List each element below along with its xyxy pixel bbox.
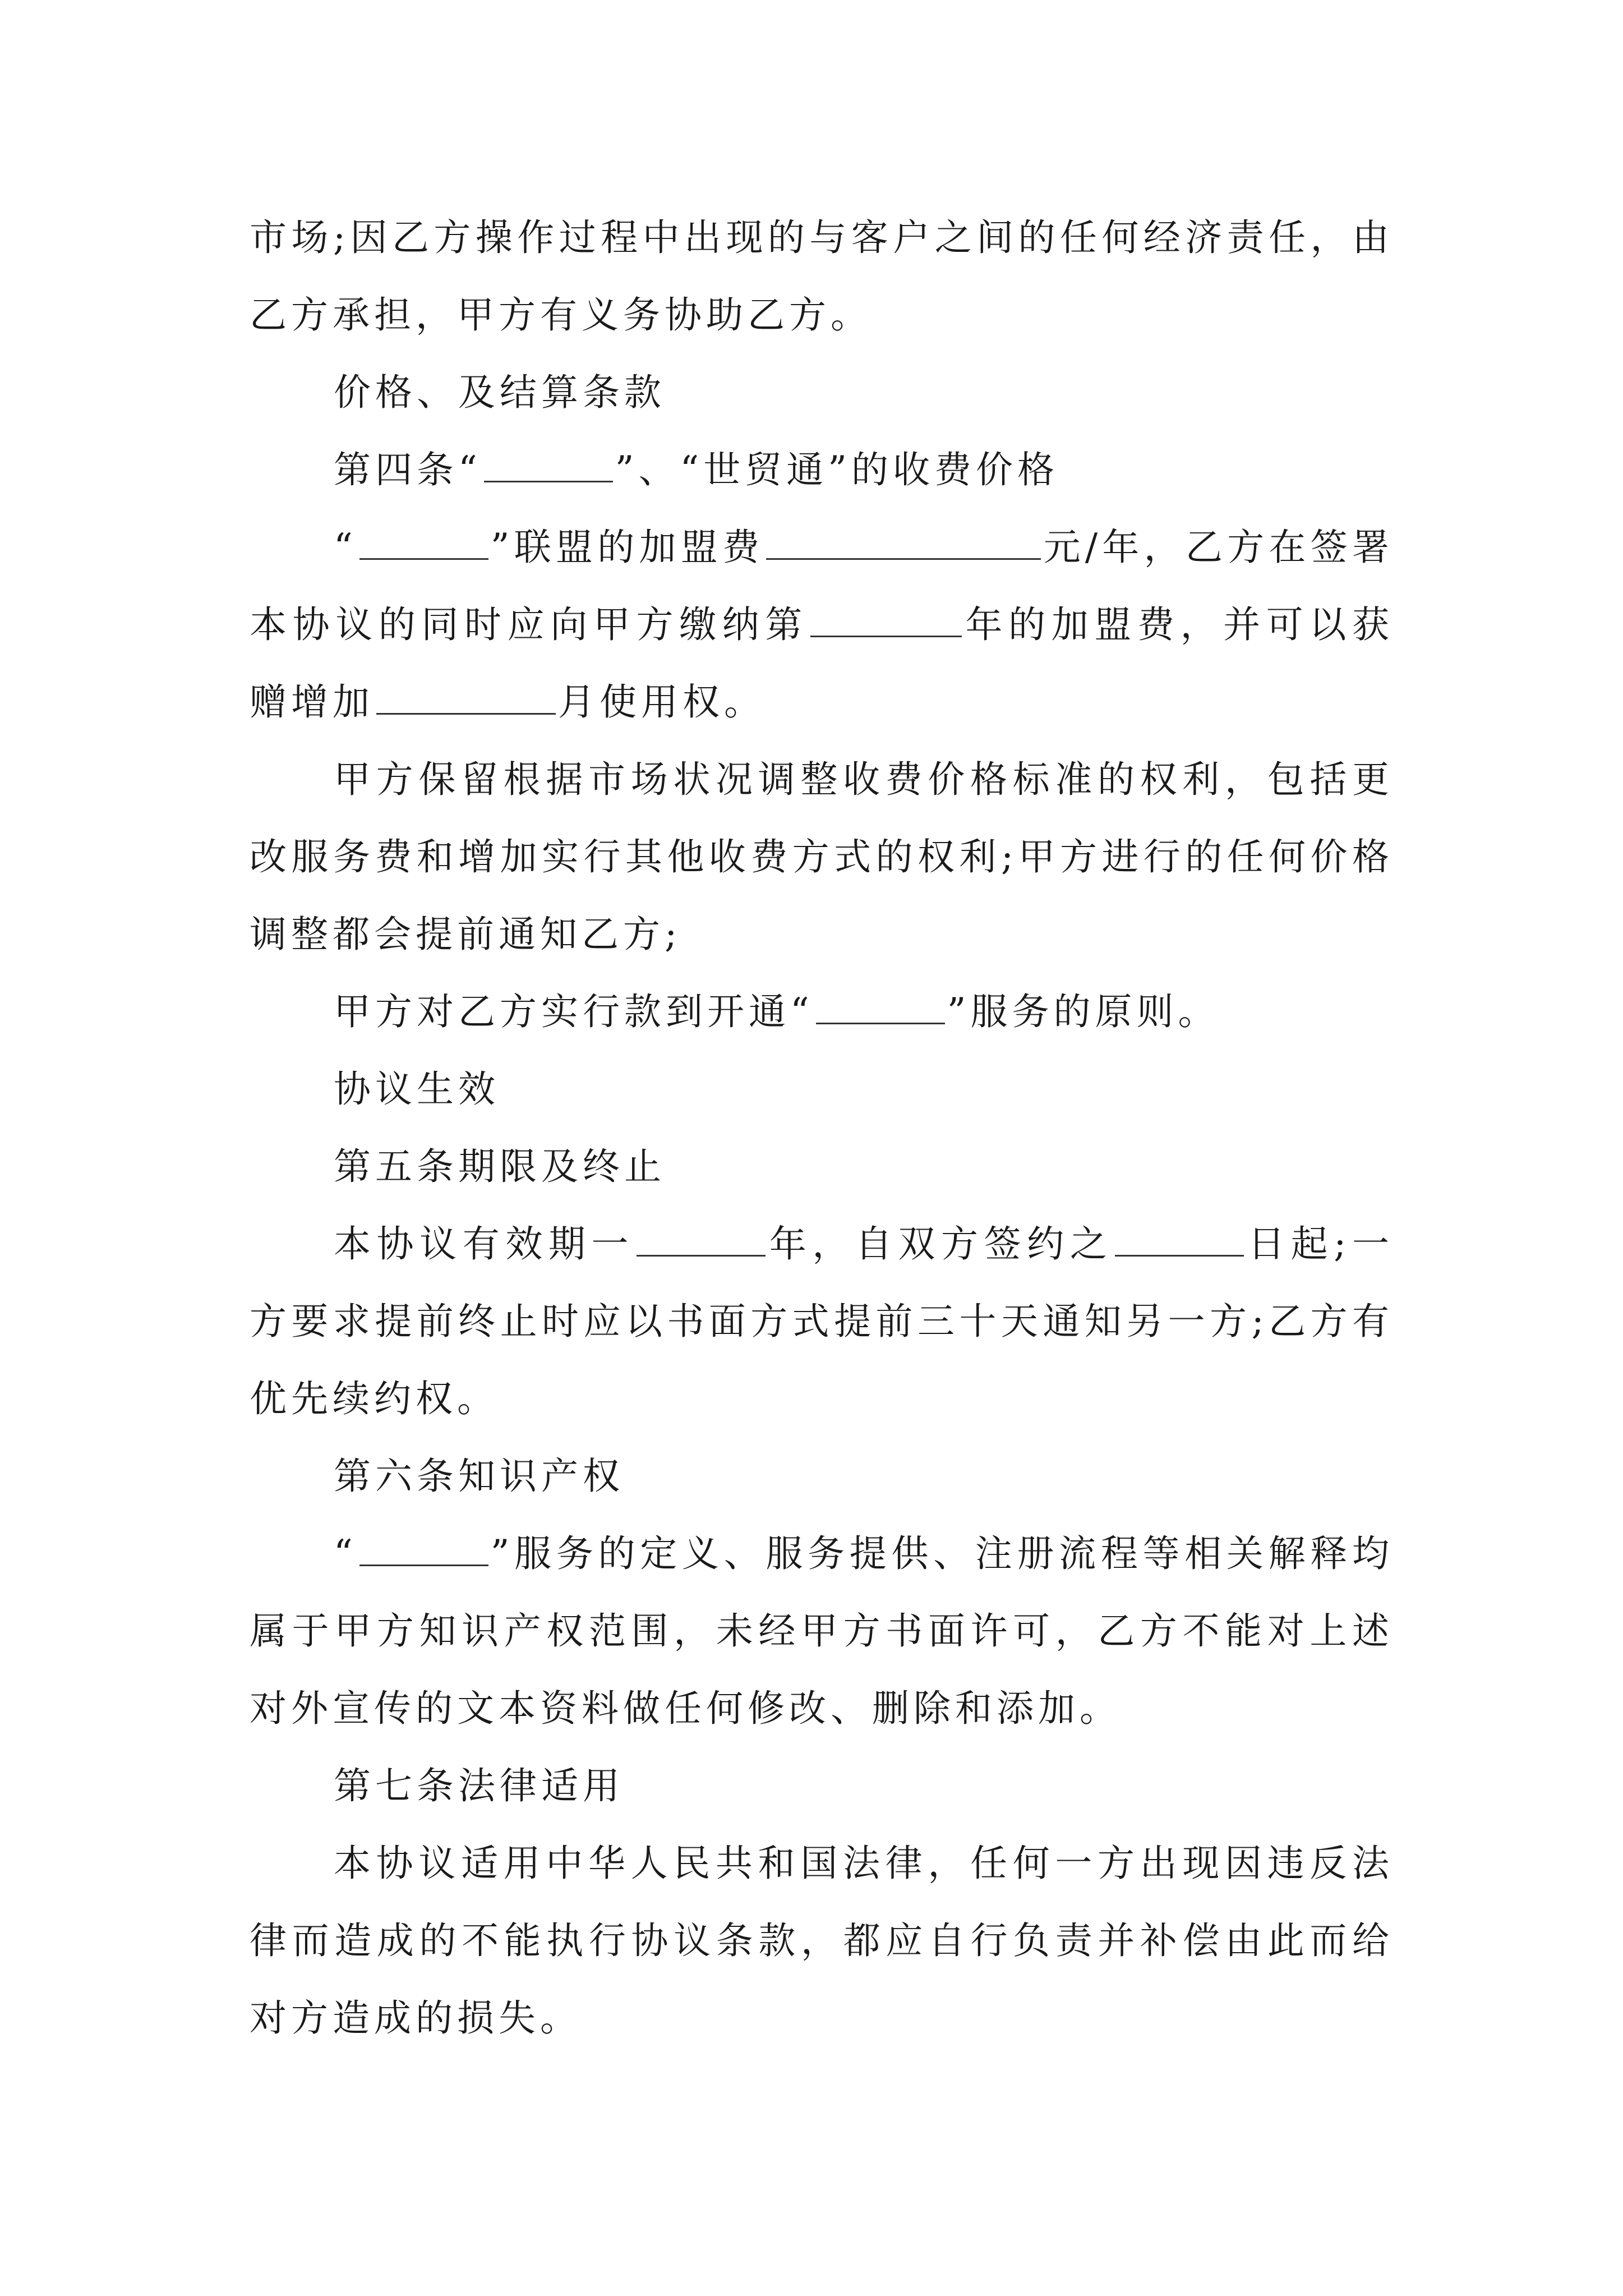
text-segment: “ [334, 526, 357, 569]
text-segment: “ [334, 1532, 357, 1575]
blank-line [810, 602, 962, 637]
document-body [250, 199, 1394, 2057]
text-segment: ”服务的定义、服务提供、注册流程等相关解释均属于甲方知识产权范围，未经甲方书面许可，乙方不能对上述对外宣传的文本资料做任何修改、删除和添加。 [250, 1532, 1394, 1730]
blank-line [359, 525, 488, 560]
text-segment: 元/年，乙方在签署本协议的同时应向甲方缴纳第 [250, 526, 1394, 646]
paragraph-membership-fee [250, 509, 1394, 741]
blank-line [816, 990, 945, 1024]
text-segment: 月使用权。 [558, 680, 766, 724]
article-6-heading: 第六条知识产权 [334, 1455, 624, 1498]
blank-line [484, 448, 613, 482]
blank-line [376, 680, 556, 715]
article-4-heading [250, 431, 1394, 509]
blank-line [359, 1531, 488, 1566]
blank-line [766, 525, 1041, 560]
paragraph-law: 本协议适用中华人民共和国法律，任何一方出现因违反法律而造成的不能执行协议条款，都应自行负责并补偿由此而给对方造成的损失。 [250, 1842, 1394, 2040]
section-heading-pricing: 价格、及结算条款 [334, 371, 666, 414]
paragraph-ip [250, 1515, 1394, 1747]
text-segment: 本协议有效期一 [334, 1222, 635, 1266]
text-segment: 日起;一方要求提前终止时应以书面方式提前三十天通知另一方;乙方有优先续约权。 [250, 1222, 1394, 1420]
text-segment: ”服务的原则。 [947, 990, 1220, 1033]
text-segment: ”联盟的加盟费 [490, 526, 764, 569]
section-heading-effect: 协议生效 [334, 1068, 500, 1111]
text-segment: 甲方对乙方实行款到开通“ [334, 990, 814, 1033]
paragraph-payment-principle [250, 973, 1394, 1051]
text-segment: 第四条“ [334, 448, 482, 491]
paragraph-term [250, 1205, 1394, 1438]
text-segment: ”、“世贸通”的收费价格 [615, 448, 1059, 491]
paragraph-price-adjustment: 甲方保留根据市场状况调整收费价格标准的权利，包括更改服务费和增加实行其他收费方式的权利;甲方进行的任何价格调整都会提前通知乙方; [250, 758, 1394, 956]
text-segment: 年的加盟费，并可以获赠增加 [250, 603, 1394, 724]
blank-line [1115, 1222, 1244, 1257]
text-segment: 年，自双方签约之 [768, 1222, 1113, 1266]
article-7-heading: 第七条法律适用 [334, 1764, 624, 1807]
article-5-heading: 第五条期限及终止 [334, 1145, 666, 1188]
paragraph-continuation: 市场;因乙方操作过程中出现的与客户之间的任何经济责任，由乙方承担，甲方有义务协助乙方。 [250, 216, 1394, 337]
blank-line [637, 1222, 766, 1257]
